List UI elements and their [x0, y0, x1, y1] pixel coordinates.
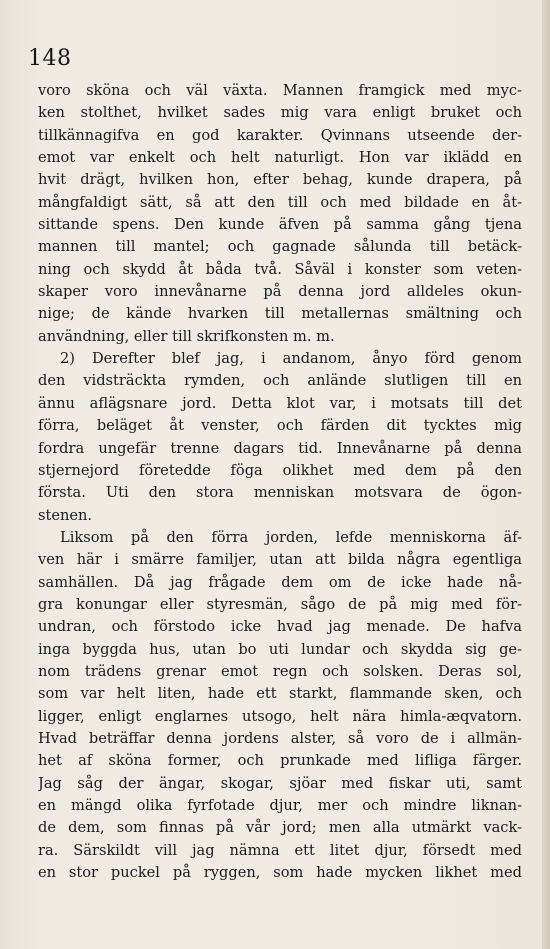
text-line: tillkännagifva en god karakter. Qvinnans utseende der-: [38, 126, 522, 144]
text-line: gra konungar eller styresmän, sågo de på mig med för-: [38, 595, 522, 613]
text-line: Hvad beträffar denna jordens alster, så voro de i allmän-: [38, 729, 522, 747]
text-line: ligger, enligt englarnes utsogo, helt nära himla-æqvatorn.: [38, 707, 522, 725]
text-line: ra. Särskildt vill jag nämna ett litet djur, försedt med: [38, 841, 522, 859]
page-edge: [542, 0, 550, 949]
body-text: [38, 80, 522, 884]
text-line: nom trädens grenar emot regn och solsken. Deras sol,: [38, 662, 522, 680]
text-line: en stor puckel på ryggen, som hade mycken likhet med: [38, 864, 522, 882]
text-line: 2) Derefter blef jag, i andanom, ånyo förd genom: [60, 350, 522, 368]
text-line: sittande spens. Den kunde äfven på samma gång tjena: [38, 216, 522, 234]
text-line: stjernejord företedde föga olikhet med dem på den: [38, 461, 522, 479]
text-line: ven här i smärre familjer, utan att bilda några egentliga: [38, 551, 522, 569]
text-line: som var helt liten, hade ett starkt, flammande sken, och: [38, 685, 522, 703]
text-line: stenen.: [38, 506, 93, 524]
text-line: den vidsträckta rymden, och anlände slutligen till en: [38, 372, 522, 390]
text-line: emot var enkelt och helt naturligt. Hon var iklädd en: [38, 149, 522, 167]
page-number: 148: [28, 46, 72, 71]
text-line: användning, eller till skrifkonsten m. m.: [38, 327, 335, 345]
text-line: undran, och förstodo icke hvad jag menade. De hafva: [38, 618, 522, 636]
text-line: de dem, som finnas på vår jord; men alla utmärkt vack-: [38, 819, 522, 837]
text-line: nige; de kände hvarken till metallernas smältning och: [38, 305, 522, 323]
text-line: inga byggda hus, utan bo uti lundar och skydda sig ge-: [38, 640, 522, 658]
text-line: första. Uti den stora menniskan motsvara de ögon-: [38, 484, 522, 502]
text-line: Jag såg der ängar, skogar, sjöar med fiskar uti, samt: [38, 774, 522, 792]
text-line: ken stolthet, hvilket sades mig vara enligt bruket och: [38, 104, 522, 122]
text-line: en mängd olika fyrfotade djur, mer och mindre liknan-: [38, 797, 522, 814]
text-line: mannen till mantel; och gagnade sålunda till betäck-: [38, 238, 522, 256]
text-line: voro sköna och väl växta. Mannen framgick med myc-: [38, 82, 522, 99]
text-line: ännu aflägsnare jord. Detta klot var, i motsats till det: [38, 394, 522, 412]
text-line: fordra ungefär trenne dagars tid. Innevånarne på denna: [38, 439, 522, 457]
text-line: Liksom på den förra jorden, lefde menniskorna äf-: [60, 528, 522, 546]
text-line: samhällen. Då jag frågade dem om de icke hade nå-: [38, 573, 522, 591]
text-line: ning och skydd åt båda två. Såväl i konster som veten-: [38, 260, 522, 278]
text-line: het af sköna former, och prunkade med lifliga färger.: [38, 752, 522, 770]
text-line: mångfaldigt sätt, så att den till och med bildade en åt-: [38, 193, 522, 211]
text-line: skaper voro innevånarne på denna jord alldeles okun-: [38, 283, 522, 301]
text-line: hvit drägt, hvilken hon, efter behag, kunde drapera, på: [38, 171, 522, 189]
text-line: förra, beläget åt venster, och färden dit tycktes mig: [38, 417, 522, 435]
